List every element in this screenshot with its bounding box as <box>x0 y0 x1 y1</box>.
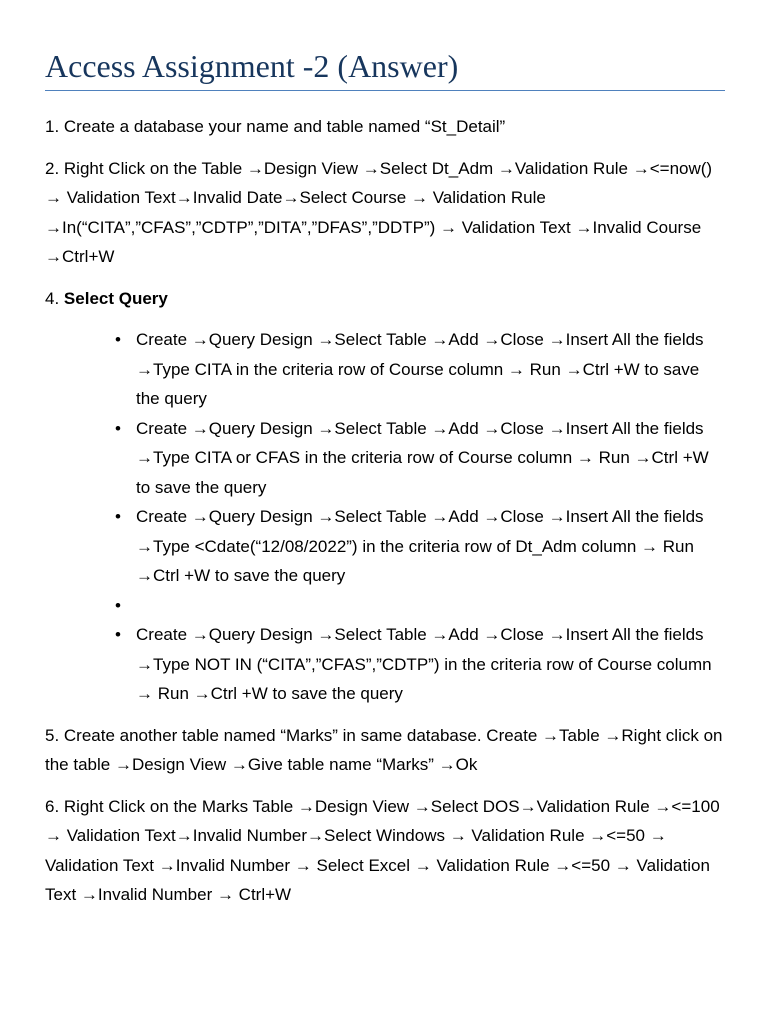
step-6: 6. Right Click on the Marks Table →Design View →Select DOS→Validation Rule →<=100 → Validation Text→Invalid Number→Select Windows → Validation Rule →<=50 → Validation Text →Invalid Number → Select Excel → Validation Rule →<=50 → Validation Text →Invalid Number → Ctrl+W <box>45 796 720 904</box>
list-item-text: Create →Query Design →Select Table →Add →Close →Insert All the fields →Type NOT IN (“CITA”,”CFAS”,”CDTP”) in the criteria row of Course column → Run →Ctrl +W to save the query <box>136 625 712 703</box>
document-title: Access Assignment -2 (Answer) <box>45 48 459 84</box>
list-item <box>45 325 721 414</box>
bullet-icon: • <box>115 507 121 526</box>
list-item-text: Create →Query Design →Select Table →Add →Close →Insert All the fields →Type CITA in the criteria row of Course column → Run →Ctrl +W to save the query <box>136 330 704 408</box>
step-4-number: 4. <box>45 288 60 308</box>
list-item <box>45 414 721 503</box>
list-item-text: Create →Query Design →Select Table →Add →Close →Insert All the fields →Type <Cdate(“12/08/2022”) in the criteria row of Dt_Adm column → Run →Ctrl +W to save the query <box>136 507 704 585</box>
list-item-text: Create →Query Design →Select Table →Add →Close →Insert All the fields →Type CITA or CFAS in the criteria row of Course column → Run →Ctrl +W to save the query <box>136 418 709 497</box>
bullet-icon: • <box>115 330 121 349</box>
step-5: 5. Create another table named “Marks” in same database. Create →Table →Right click on the table →Design View →Give table name “Marks” →Ok <box>45 725 723 774</box>
select-query-list <box>45 325 724 709</box>
list-item-empty <box>45 591 721 621</box>
step-1: 1. Create a database your name and table named “St_Detail” <box>45 117 506 136</box>
step-4-heading <box>45 284 725 314</box>
list-item <box>45 502 721 591</box>
bullet-icon: • <box>115 625 121 644</box>
step-4-title: Select Query <box>63 288 168 308</box>
title-underline <box>45 90 725 91</box>
step-2: 2. Right Click on the Table →Design View →Select Dt_Adm →Validation Rule →<=now() → Validation Text→Invalid Date→Select Course → Validation Rule →In(“CITA”,”CFAS”,”CDTP”,”DITA”,”DFAS”,”DDTP”) → Validation Text →Invalid Course →Ctrl+W <box>45 158 713 266</box>
list-item <box>45 620 721 709</box>
bullet-icon: • <box>115 418 121 438</box>
bullet-icon: • <box>115 595 121 615</box>
